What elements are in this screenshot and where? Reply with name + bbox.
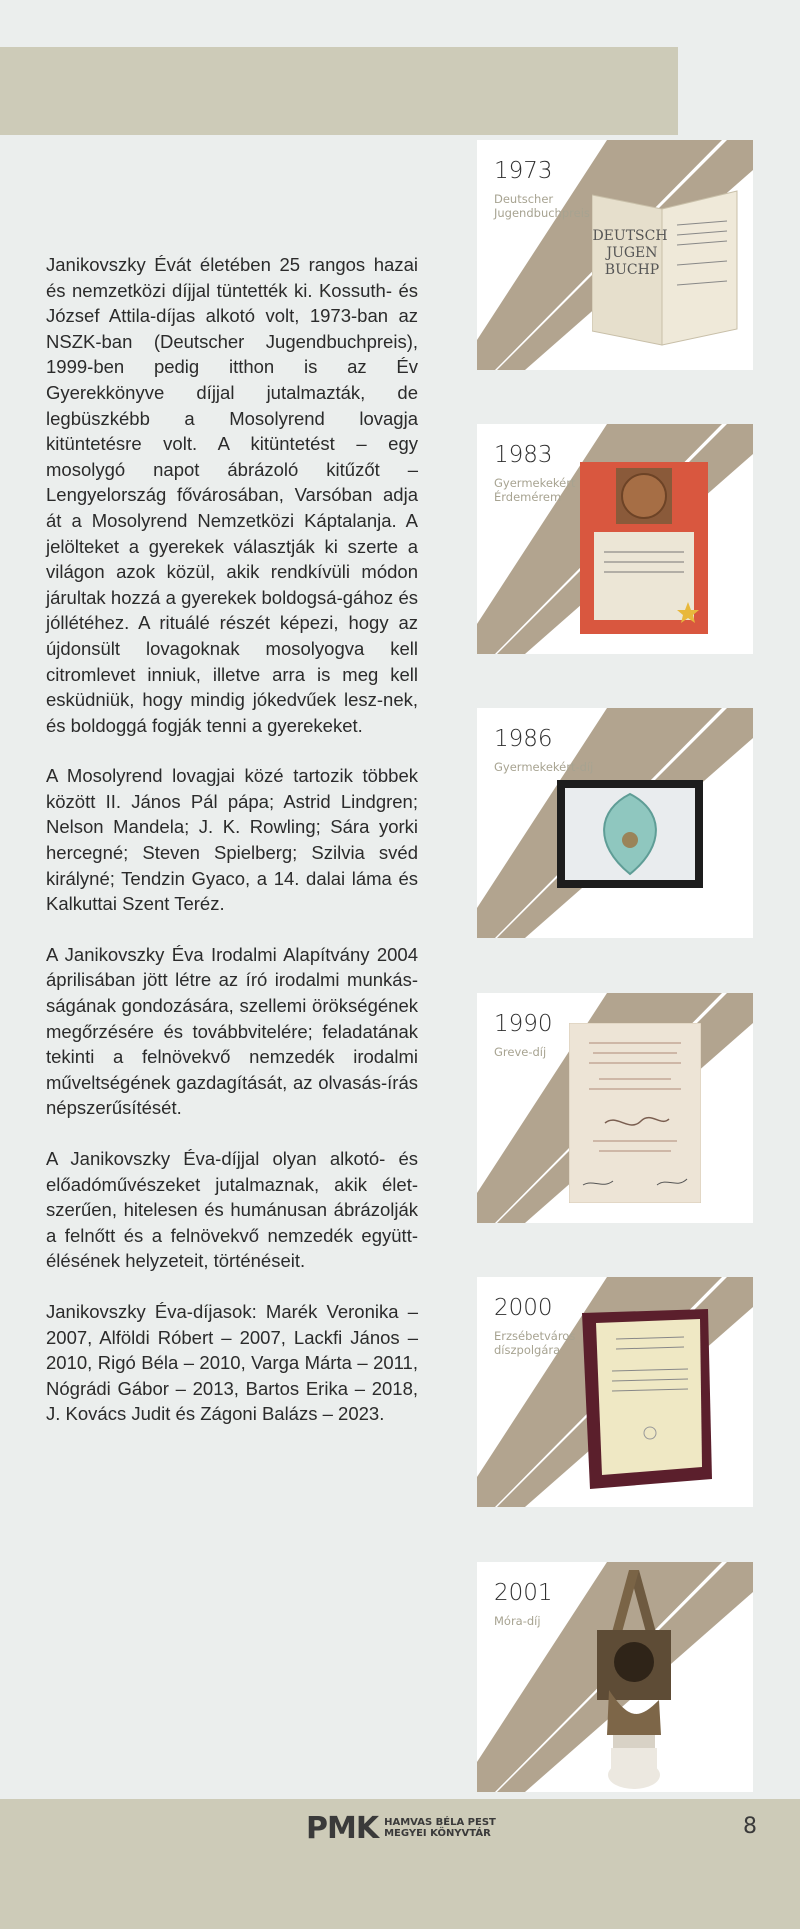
award-card-2001 xyxy=(477,1562,753,1792)
award-name: Gyermekekért-díj xyxy=(494,760,594,774)
logo-line-2: MEGYEI KÖNYVTÁR xyxy=(384,1828,491,1839)
paragraph: Janikovszky Évát életében 25 rangos hazai és nemzetközi díjjal tüntették ki. Kossuth- és József Attila-díjas alkotó volt, 1973-ban az NSZK-ban (Deutscher Jugendbuchpreis), 1999-ben pedig itthon is az Év Gyerekkönyve díjjal jutalmazták, de legbüszkébb a Mosolyrend lovagja kitüntetésre volt. A kitüntetést – egy mosolygó napot ábrázoló kitűzőt – Lengyelország fővárosában, Varsóban adja át a Mosolyrend Nemzetközi Káptalanja. A jelölteket a gyerekek választják ki szerte a világon azok közül, akik rendkívüli módon járultak hozzá a gyerekek boldogsá-gához és jóllétéhez. A rituálé részét képezi, hogy az újdonsült lovagoknak mosolyogva kell citromlevet inniuk, illetve arra is meg kell esküdniük, hogy mindig jókedvűek lesz-nek, és boldoggá fogják tenni a gyerekeket. xyxy=(46,254,418,736)
paragraph: A Janikovszky Éva Irodalmi Alapítvány 2004 áprilisában jött létre az író irodalmi munkás-ságának gondozására, szellemi örökségének megőrzésére és továbbvitelére; feladatának tekinti a felnövekvő nemzedék irodalmi műveltségének gazdagítását, az olvasás-írás népszerűsítését. xyxy=(46,943,418,1119)
glass-trophy-image xyxy=(557,780,703,888)
award-card-1973 xyxy=(477,140,753,370)
bronze-statue-image xyxy=(589,1570,679,1790)
certificate-booklet-image xyxy=(592,185,742,350)
logo-text xyxy=(384,1817,496,1839)
award-card-1983 xyxy=(477,424,753,654)
logo-mark: PMK xyxy=(306,1810,379,1846)
award-name: Gyermekekért Érdemérem xyxy=(494,476,576,504)
award-card-2000 xyxy=(477,1277,753,1507)
award-name: Greve-díj xyxy=(494,1045,547,1059)
paragraph: Janikovszky Éva-díjasok: Marék Veronika – 2007, Alföldi Róbert – 2007, Lackfi János – 2010, Rigó Béla – 2010, Varga Márta – 2011, Nógrádi Gábor – 2013, Bartos Erika – 2018, J. Kovács Judit és Zágoni Balázs – 2023. xyxy=(46,1300,418,1425)
award-year: 1973 xyxy=(494,158,553,184)
svg-text:BUCHP: BUCHP xyxy=(604,262,660,278)
award-card-1990 xyxy=(477,993,753,1223)
library-logo xyxy=(306,1810,496,1846)
diploma-image xyxy=(569,1023,701,1203)
svg-text:JUGEN: JUGEN xyxy=(606,245,658,261)
paragraph: A Janikovszky Éva-díjjal olyan alkotó- és előadóművészeket jutalmaznak, akik élet-szerűen, hitelesen és humánusan ábrázolják a felnőtt és a felnövekvő nemzedék együtt-élésének helyzeteit, történéseit. xyxy=(46,1148,418,1272)
award-name: Erzsébetváros díszpolgára xyxy=(494,1329,576,1357)
award-year: 2000 xyxy=(494,1295,553,1321)
logo-line-1: HAMVAS BÉLA PEST xyxy=(384,1817,496,1828)
award-card-1986 xyxy=(477,708,753,938)
article-text xyxy=(46,252,418,1452)
svg-text:DEUTSCH: DEUTSCH xyxy=(592,228,668,244)
framed-certificate-image xyxy=(582,1309,712,1489)
award-year: 2001 xyxy=(494,1580,553,1606)
paragraph: A Mosolyrend lovagjai közé tartozik többek között II. János Pál pápa; Astrid Lindgren; Nelson Mandela; J. K. Rowling; Sára yorki hercegné; Steven Spielberg; Szilvia svéd királyné; Tendzin Gyaco, a 14. dalai láma és Kalkuttai Szent Teréz. xyxy=(46,765,418,915)
header-band xyxy=(0,47,678,135)
page-number: 8 xyxy=(743,1814,757,1839)
medal-certificate-image xyxy=(580,462,708,634)
award-year: 1986 xyxy=(494,726,553,752)
award-name: Móra-díj xyxy=(494,1614,541,1628)
award-year: 1983 xyxy=(494,442,553,468)
award-year: 1990 xyxy=(494,1011,553,1037)
award-name: Deutscher Jugendbuchpreis xyxy=(494,192,590,220)
